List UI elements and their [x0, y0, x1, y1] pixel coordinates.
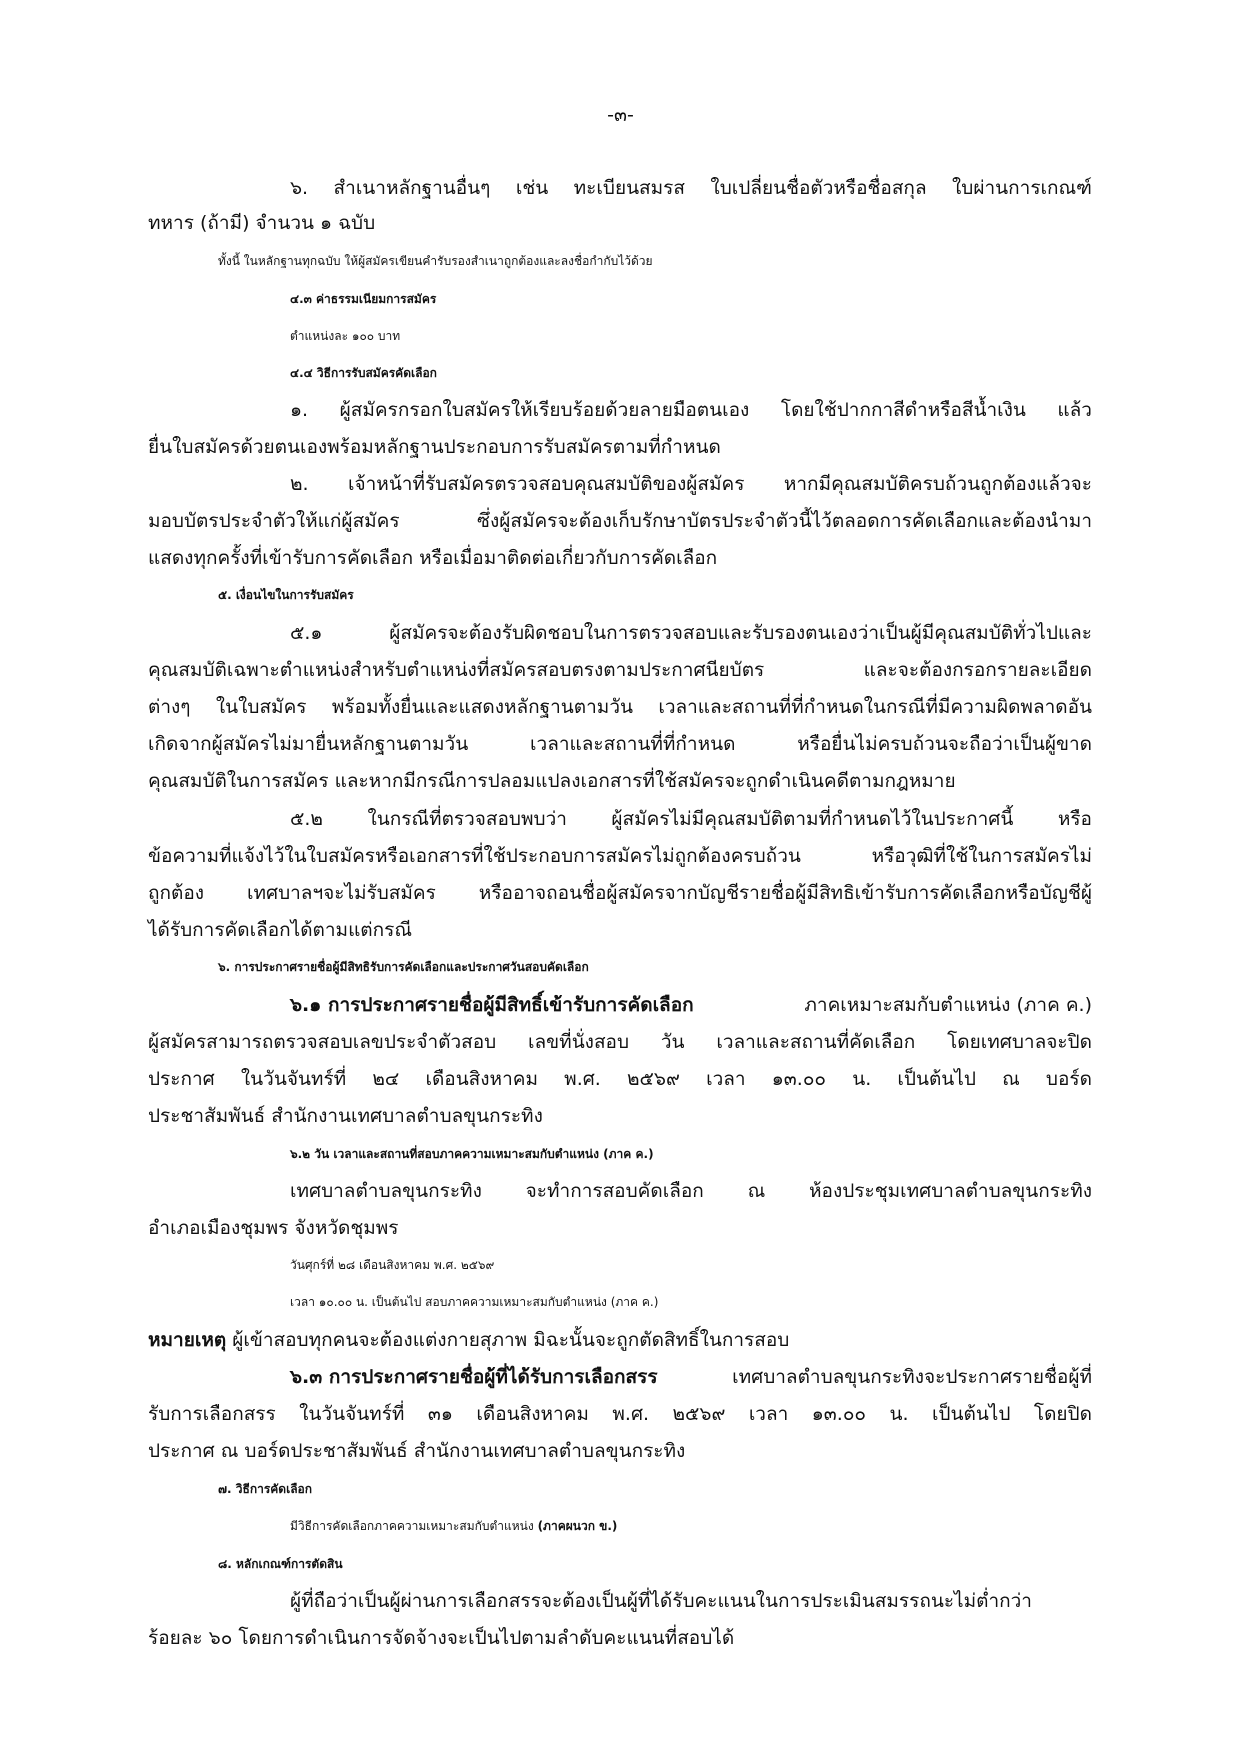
word: ในใบสมัคร [215, 696, 307, 718]
text-line [148, 843, 1092, 869]
text-line [148, 1401, 1092, 1427]
word: โดยปิด [1033, 1403, 1092, 1425]
word: โดยใช้ปากกาสีดำหรือสีน้ำเงิน [780, 399, 1026, 421]
word: หรืออาจถอนชื่อผู้สมัครจากบัญชีรายชื่อผู้มีสิทธิเข้ารับการคัดเลือกหรือบัญชีผู้ [478, 882, 1092, 904]
word: แล้ว [1057, 399, 1092, 421]
text-line: ประกาศ ณ บอร์ดประชาสัมพันธ์ สำนักงานเทศบาลตำบลขุนกระทิง [148, 1440, 686, 1462]
text-segment: ภาคเหมาะสมกับตำแหน่ง (ภาค ค.) [804, 994, 1092, 1016]
word: เวลาและสถานที่ที่กำหนดในกรณีที่มีความผิดพลาดอัน [658, 696, 1092, 718]
section-heading: ๘. หลักเกณฑ์การตัดสิน [218, 1557, 343, 1571]
word: เวลา [706, 1068, 746, 1090]
text-line: ทั้งนี้ ในหลักฐานทุกฉบับ ให้ผู้สมัครเขียนคำรับรองสำเนาถูกต้องและลงชื่อกำกับไว้ด้วย [218, 254, 653, 268]
word: ในกรณีที่ตรวจสอบพบว่า [367, 808, 567, 830]
text-line [290, 992, 1092, 1018]
word: เทศบาลฯจะไม่รับสมัคร [247, 882, 436, 904]
word: ใบเปลี่ยนชื่อตัวหรือชื่อสกุล [710, 177, 927, 199]
word: เวลาและสถานที่คัดเลือก [716, 1031, 916, 1053]
word: จะทำการสอบคัดเลือก [525, 1180, 704, 1202]
word: ผู้ที่ถือว่าเป็นผู้ผ่านการเลือกสรรจะต้องเป็นผู้ที่ได้รับคะแนนในการประเมินสมรรถนะไม่ต่ำกว่า [290, 1590, 1032, 1612]
word: เดือนสิงหาคม [476, 1403, 589, 1425]
word: ผู้สมัครไม่มีคุณสมบัติตามที่กำหนดไว้ในประกาศนี้ [611, 808, 1014, 830]
word: ประกาศ [148, 1068, 215, 1090]
word: ซึ่งผู้สมัครจะต้องเก็บรักษาบัตรประจำตัวนี้ไว้ตลอดการคัดเลือกและต้องนำมา [477, 510, 1092, 532]
page-number: -๓- [607, 104, 634, 126]
word: พ.ศ. [612, 1403, 650, 1425]
word: ทะเบียนสมรส [573, 177, 685, 199]
text-line [290, 175, 1092, 201]
text-line: ตำแหน่งละ ๑๐๐ บาท [290, 329, 401, 343]
subsection-heading: ๖.๑ การประกาศรายชื่อผู้มีสิทธิ์เข้ารับการคัดเลือก [290, 994, 694, 1016]
text-line: ได้รับการคัดเลือกได้ตามแต่กรณี [148, 919, 412, 941]
word: ถูกต้อง [148, 882, 205, 904]
word: รับการเลือกสรร [148, 1403, 276, 1425]
word: ๓๑ [427, 1403, 453, 1425]
word: ใบผ่านการเกณฑ์ [952, 177, 1092, 199]
word: พร้อมทั้งยื่นและแสดงหลักฐานตามวัน [331, 696, 633, 718]
text-segment: ผู้เข้าสอบทุกคนจะต้องแต่งกายสุภาพ มิฉะนั้นจะถูกตัดสิทธิ์ในการสอบ [232, 1329, 790, 1351]
word: คุณสมบัติเฉพาะตำแหน่งสำหรับตำแหน่งที่สมัครสอบตรงตามประกาศนียบัตร [148, 659, 765, 681]
word: ๒. [290, 473, 309, 495]
text-line [290, 397, 1092, 423]
word: ต่างๆ [148, 696, 191, 718]
word: ๖. [290, 177, 309, 199]
text-line [290, 1588, 1092, 1614]
text-line [148, 508, 1092, 534]
word: และจะต้องกรอกรายละเอียด [863, 659, 1092, 681]
word: เดือนสิงหาคม [425, 1068, 538, 1090]
word: ในวันจันทร์ที่ [240, 1068, 347, 1090]
word: ๕.๒ [290, 808, 323, 830]
word: น. [889, 1403, 909, 1425]
word: สำเนาหลักฐานอื่นๆ [333, 177, 491, 199]
word: เทศบาลตำบลขุนกระทิง [290, 1180, 482, 1202]
text-line [290, 1364, 1092, 1390]
text-line [148, 731, 1092, 757]
text-line: ประชาสัมพันธ์ สำนักงานเทศบาลตำบลขุนกระทิง [148, 1105, 543, 1127]
section-heading: ๔.๓ ค่าธรรมเนียมการสมัคร [290, 292, 437, 306]
word: หรือ [1057, 808, 1092, 830]
text-line [290, 806, 1092, 832]
text-segment: เทศบาลตำบลขุนกระทิงจะประกาศรายชื่อผู้ที่ [732, 1366, 1092, 1388]
word: เวลาและสถานที่ที่กำหนด [530, 733, 736, 755]
subsection-heading: ๖.๓ การประกาศรายชื่อผู้ที่ได้รับการเลือกสรร [290, 1366, 658, 1388]
word: หรือยื่นไม่ครบถ้วนจะถือว่าเป็นผู้ขาด [797, 733, 1092, 755]
appendix-reference: (ภาคผนวก ข.) [537, 1519, 618, 1533]
word: เป็นต้นไป [931, 1403, 1011, 1425]
text-line: อำเภอเมืองชุมพร จังหวัดชุมพร [148, 1217, 399, 1239]
word: ๒๔ [372, 1068, 400, 1090]
word: น. [852, 1068, 872, 1090]
word: เวลา [748, 1403, 789, 1425]
word: ข้อความที่แจ้งไว้ในใบสมัครหรือเอกสารที่ใช้ประกอบการสมัครไม่ถูกต้องครบถ้วน [148, 845, 801, 867]
word: เช่น [515, 177, 549, 199]
text-line [290, 1178, 1092, 1204]
word: ๕.๑ [290, 622, 323, 644]
word: โดยเทศบาลจะปิด [947, 1031, 1092, 1053]
section-heading: ๗. วิธีการคัดเลือก [218, 1482, 313, 1496]
word: ๒๕๖๙ [672, 1403, 726, 1425]
text-line: คุณสมบัติในการสมัคร และหากมีกรณีการปลอมแปลงเอกสารที่ใช้สมัครจะถูกดำเนินคดีตามกฎหมาย [148, 770, 956, 792]
word: ผู้สมัครสามารถตรวจสอบเลขประจำตัวสอบ [148, 1031, 497, 1053]
word: เจ้าหน้าที่รับสมัครตรวจสอบคุณสมบัติของผู้สมัคร [348, 473, 745, 495]
word: ผู้สมัครจะต้องรับผิดชอบในการตรวจสอบและรับรองตนเองว่าเป็นผู้มีคุณสมบัติทั่วไปและ [389, 622, 1092, 644]
word: พ.ศ. [564, 1068, 601, 1090]
word: วัน [660, 1031, 685, 1053]
word: ในวันจันทร์ที่ [299, 1403, 405, 1425]
text-line [148, 694, 1092, 720]
word: ห้องประชุมเทศบาลตำบลขุนกระทิง [809, 1180, 1092, 1202]
word: บอร์ด [1045, 1068, 1092, 1090]
word: เกิดจากผู้สมัครไม่มายื่นหลักฐานตามวัน [148, 733, 469, 755]
text-line [290, 471, 1092, 497]
word: ๑๓.๐๐ [771, 1068, 827, 1090]
text-segment: มีวิธีการคัดเลือกภาคความเหมาะสมกับตำแหน่ง [290, 1519, 534, 1533]
text-line: ร้อยละ ๖๐ โดยการดำเนินการจัดจ้างจะเป็นไปตามลำดับคะแนนที่สอบได้ [148, 1627, 735, 1649]
section-heading: ๕. เงื่อนไขในการรับสมัคร [218, 588, 354, 602]
word: หรือวุฒิที่ใช้ในการสมัครไม่ [871, 845, 1092, 867]
text-line: เวลา ๑๐.๐๐ น. เป็นต้นไป สอบภาคความเหมาะสมกับตำแหน่ง (ภาค ค.) [290, 1295, 659, 1309]
word: หากมีคุณสมบัติครบถ้วนถูกต้องแล้วจะ [783, 473, 1092, 495]
section-heading: ๔.๔ วิธีการรับสมัครคัดเลือก [290, 366, 437, 380]
word: ผู้สมัครกรอกใบสมัครให้เรียบร้อยด้วยลายมือตนเอง [339, 399, 750, 421]
text-line [148, 657, 1092, 683]
text-line: ยื่นใบสมัครด้วยตนเองพร้อมหลักฐานประกอบการรับสมัครตามที่กำหนด [148, 436, 721, 458]
text-line [290, 620, 1092, 646]
word: เป็นต้นไป [897, 1068, 976, 1090]
note-label: หมายเหตุ [148, 1329, 227, 1351]
text-line: แสดงทุกครั้งที่เข้ารับการคัดเลือก หรือเมื่อมาติดต่อเกี่ยวกับการคัดเลือก [148, 547, 718, 569]
word: ๑๓.๐๐ [811, 1403, 867, 1425]
word: เลขที่นั่งสอบ [528, 1031, 630, 1053]
text-line [290, 1513, 1234, 1539]
note-line [148, 1327, 1092, 1353]
word: ณ [1002, 1068, 1020, 1090]
word: ๑. [290, 399, 309, 421]
text-line [148, 1029, 1092, 1055]
word: ๒๕๖๙ [627, 1068, 680, 1090]
text-line: ทหาร (ถ้ามี) จำนวน ๑ ฉบับ [148, 212, 376, 234]
section-heading: ๖. การประกาศรายชื่อผู้มีสิทธิรับการคัดเลือกและประกาศวันสอบคัดเลือก [218, 960, 589, 974]
text-line [148, 1066, 1092, 1092]
word: มอบบัตรประจำตัวให้แก่ผู้สมัคร [148, 510, 400, 532]
text-line [148, 880, 1092, 906]
text-line: วันศุกร์ที่ ๒๘ เดือนสิงหาคม พ.ศ. ๒๕๖๙ [290, 1258, 495, 1272]
word: ณ [747, 1180, 766, 1202]
subsection-heading: ๖.๒ วัน เวลาและสถานที่สอบภาคความเหมาะสมกับตำแหน่ง (ภาค ค.) [290, 1147, 654, 1161]
